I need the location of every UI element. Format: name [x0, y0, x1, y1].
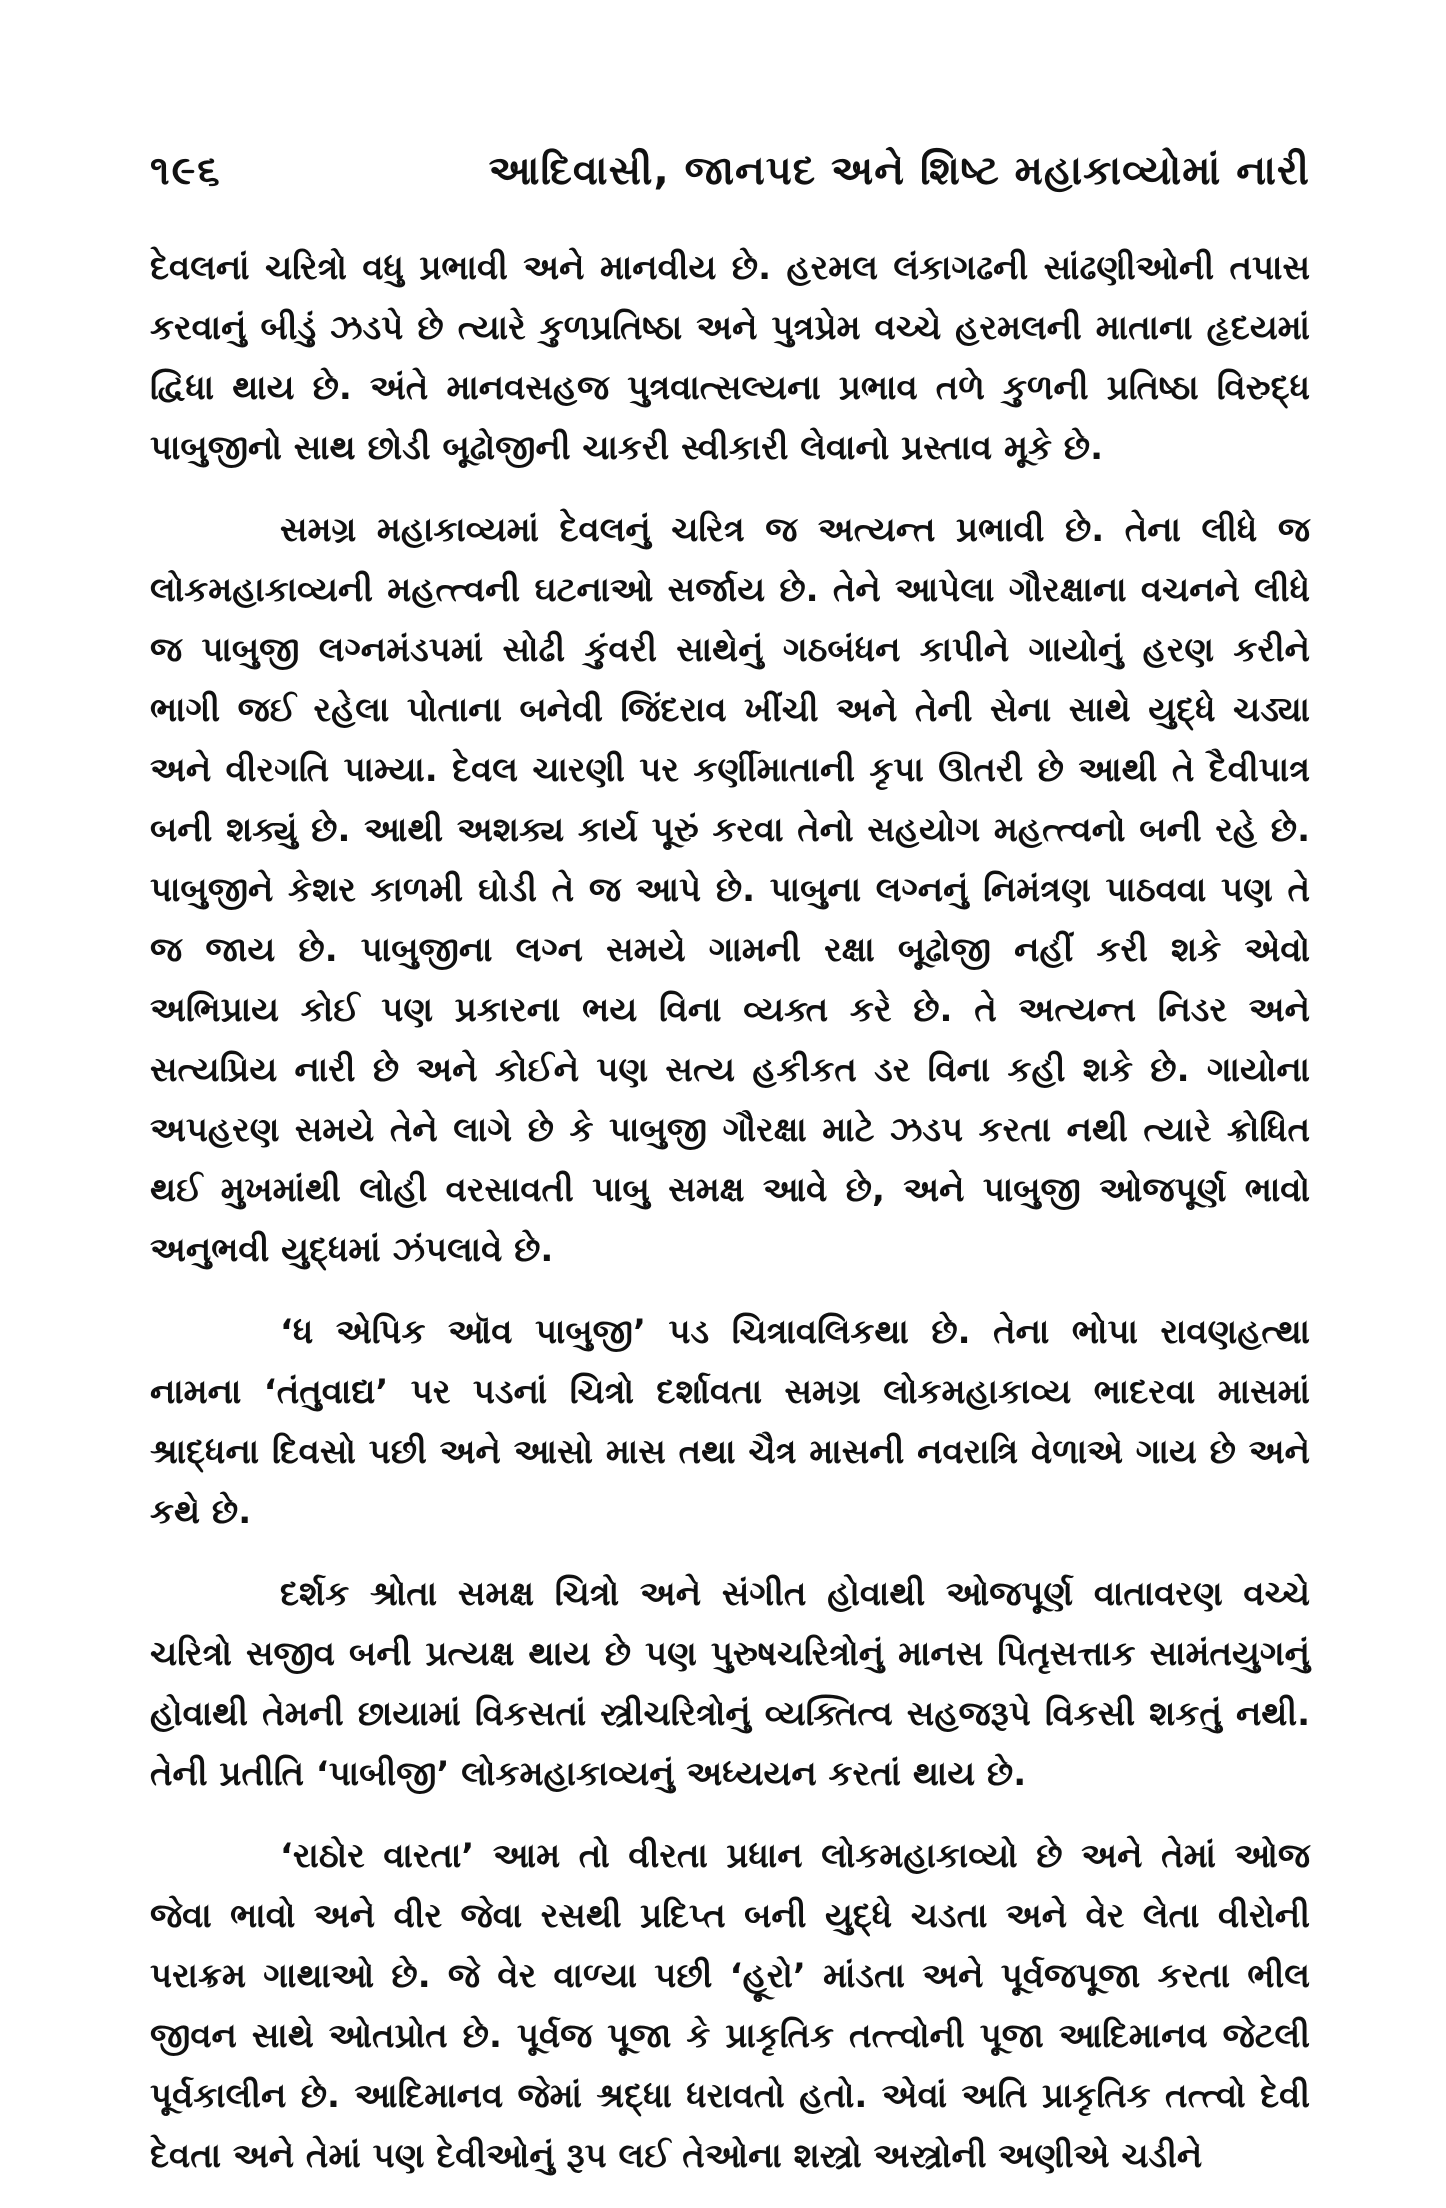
paragraph: દર્શક શ્રોતા સમક્ષ ચિત્રો અને સંગીત હોવાથી ઓજપૂર્ણ વાતાવરણ વચ્ચે ચરિત્રો સજીવ બની પ્રત્યક્ષ થાય છે પણ પુરુષચરિત્રોનું માનસ પિતૃસત્તાક સામંતયુગનું હોવાથી તેમની છાયામાં વિકસતાં સ્ત્રીચરિત્રોનું વ્યક્તિત્વ સહજરૂપે વિકસી શકતું નથી. તેની પ્રતીતિ ‘પાબીજી’ લોકમહાકાવ્યનું અધ્યયન કરતાં થાય છે.: [150, 1574, 1310, 1794]
paragraph: ‘રાઠોર વારતા’ આમ તો વીરતા પ્રધાન લોકમહાકાવ્યો છે અને તેમાં ઓજ જેવા ભાવો અને વીર જેવા રસથી પ્રદિપ્ત બની યુદ્ધે ચડતા અને વેર લેતા વીરોની પરાક્રમ ગાથાઓ છે. જે વેર વાળ્યા પછી ‘હૂરો’ માંડતા અને પૂર્વજપૂજા કરતા ભીલ જીવન સાથે ઓતપ્રોત છે. પૂર્વજ પૂજા કે પ્રાકૃતિક તત્ત્વોની પૂજા આદિમાનવ જેટલી પૂર્વકાલીન છે. આદિમાનવ જેમાં શ્રદ્ધા ધરાવતો હતો. એવાં અતિ પ્રાકૃતિક તત્ત્વો દેવી દેવતા અને તેમાં પણ દેવીઓનું રૂપ લઈ તેઓના શસ્ત્રો અસ્ત્રોની અણીએ ચડીને: [150, 1836, 1310, 2176]
page-number: ૧૯૬: [150, 148, 222, 194]
page-header: [150, 148, 1310, 208]
running-title: આદિવાસી, જાનપદ અને શિષ્ટ મહાકાવ્યોમાં નારી: [488, 148, 1310, 194]
paragraph: દેવલનાં ચરિત્રો વધુ પ્રભાવી અને માનવીય છે. હરમલ લંકાગઢની સાંઢણીઓની તપાસ કરવાનું બીડું ઝડપે છે ત્યારે કુળપ્રતિષ્ઠા અને પુત્રપ્રેમ વચ્ચે હરમલની માતાના હૃદયમાં દ્વિધા થાય છે. અંતે માનવસહજ પુત્રવાત્સલ્યના પ્રભાવ તળે કુળની પ્રતિષ્ઠા વિરુદ્ધ પાબુજીનો સાથ છોડી બૂઢોજીની ચાકરી સ્વીકારી લેવાનો પ્રસ્તાવ મૂકે છે.: [150, 248, 1310, 468]
paragraph: સમગ્ર મહાકાવ્યમાં દેવલનું ચરિત્ર જ અત્યન્ત પ્રભાવી છે. તેના લીધે જ લોકમહાકાવ્યની મહત્ત્વની ઘટનાઓ સર્જાય છે. તેને આપેલા ગૌરક્ષાના વચનને લીધે જ પાબુજી લગ્નમંડપમાં સોઢી કુંવરી સાથેનું ગઠબંધન કાપીને ગાયોનું હરણ કરીને ભાગી જઈ રહેલા પોતાના બનેવી જિંદરાવ ખીંચી અને તેની સેના સાથે યુદ્ધે ચડ્યા અને વીરગતિ પામ્યા. દેવલ ચારણી પર કર્ણીમાતાની કૃપા ઊતરી છે આથી તે દૈવીપાત્ર બની શક્યું છે. આથી અશક્ય કાર્ય પૂરું કરવા તેનો સહયોગ મહત્ત્વનો બની રહે છે. પાબુજીને કેશર કાળમી ઘોડી તે જ આપે છે. પાબુના લગ્નનું નિમંત્રણ પાઠવવા પણ તે જ જાય છે. પાબુજીના લગ્ન સમયે ગામની રક્ષા બૂઢોજી નહીં કરી શકે એવો અભિપ્રાય કોઈ પણ પ્રકારના ભય વિના વ્યક્ત કરે છે. તે અત્યન્ત નિડર અને સત્યપ્રિય નારી છે અને કોઈને પણ સત્ય હકીકત ડર વિના કહી શકે છે. ગાયોના અપહરણ સમયે તેને લાગે છે કે પાબુજી ગૌરક્ષા માટે ઝડપ કરતા નથી ત્યારે ક્રોધિત થઈ મુખમાંથી લોહી વરસાવતી પાબુ સમક્ષ આવે છે, અને પાબુજી ઓજપૂર્ણ ભાવો અનુભવી યુદ્ધમાં ઝંપલાવે છે.: [150, 510, 1310, 1270]
body-text: [150, 238, 1310, 2208]
paragraph: ‘ધ એપિક ઑવ પાબુજી’ પડ ચિત્રાવલિકથા છે. તેના ભોપા રાવણહત્થા નામના ‘તંતુવાદ્ય’ પર પડનાં ચિત્રો દર્શાવતા સમગ્ર લોકમહાકાવ્ય ભાદરવા માસમાં શ્રાદ્ધના દિવસો પછી અને આસો માસ તથા ચૈત્ર માસની નવરાત્રિ વેળાએ ગાય છે અને કથે છે.: [150, 1312, 1310, 1532]
